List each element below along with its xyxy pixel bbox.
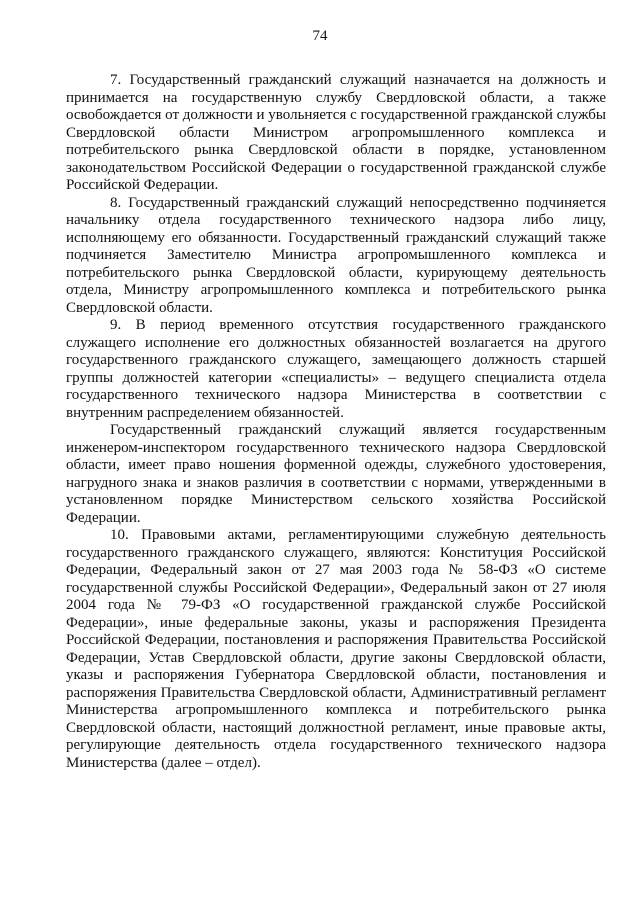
paragraph-inspector: Государственный гражданский служащий является государственным инженером-инспектором государственного технического надзора Свердловской области, имеет право ношения форменной одежды, служебного удостоверения, нагрудного знака и знаков различия в соответствии с нормами, утвержденными в установленном порядке Министерством сельского хозяйства Российской Федерации. [66,422,606,526]
paragraph-9: 9. В период временного отсутствия государственного гражданского служащего исполнение его должностных обязанностей возлагается на другого государственного гражданского служащего, замещающего должность старшей группы должностей категории «специалисты» – ведущего специалиста отдела государственного технического надзора Министерства в соответствии с внутренним распределением обязанностей. [66,317,606,421]
paragraph-8: 8. Государственный гражданский служащий непосредственно подчиняется начальнику отдела государственного технического надзора либо лицу, исполняющему его обязанности. Государственный гражданский служащий также подчиняется Заместителю Министра агропромышленного комплекса и потребительского рынка Свердловской области, курирующему деятельность отдела, Министру агропромышленного комплекса и потребительского рынка Свердловской области. [66,194,606,316]
document-body [66,72,606,772]
paragraph-10: 10. Правовыми актами, регламентирующими служебную деятельность государственного гражданского служащего, являются: Конституция Российской Федерации, Федеральный закон от 27 мая 2003 года № 58-ФЗ «О системе государственной службы Российской Федерации», Федеральный закон от 27 июля 2004 года № 79-ФЗ «О государственной гражданской службе Российской Федерации», иные федеральные законы, указы и распоряжения Президента Российской Федерации, постановления и распоряжения Правительства Российской Федерации, Устав Свердловской области, другие законы Свердловской области, указы и распоряжения Губернатора Свердловской области, постановления и распоряжения Правительства Свердловской области, Административный регламент Министерства агропромышленного комплекса и потребительского рынка Свердловской области, настоящий должностной регламент, иные правовые акты, регулирующие деятельность отдела государственного технического надзора Министерства (далее – отдел). [66,527,606,771]
paragraph-7: 7. Государственный гражданский служащий назначается на должность и принимается на государственную службу Свердловской области, а также освобождается от должности и увольняется с государственной гражданской службы Свердловской области Министром агропромышленного комплекса и потребительского рынка Свердловской области в порядке, установленном законодательством Российской Федерации о государственной гражданской службе Российской Федерации. [66,72,606,193]
page-number: 74 [312,28,328,44]
